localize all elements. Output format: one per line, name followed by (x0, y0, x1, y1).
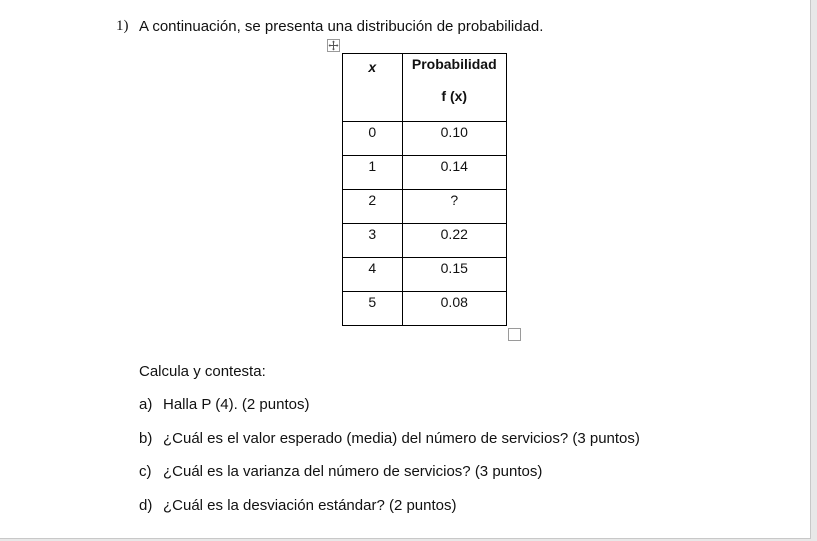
table-row (343, 258, 507, 292)
cell-probability: 0.15 (402, 258, 506, 292)
header-x (343, 54, 403, 122)
table-header-row (343, 54, 507, 122)
item-b-text: ¿Cuál es el valor esperado (media) del número de servicios? (3 puntos) (163, 430, 640, 447)
probability-table (342, 53, 507, 326)
item-c-text: ¿Cuál es la varianza del número de servicios? (3 puntos) (163, 463, 543, 480)
cell-x: 4 (343, 258, 403, 292)
cell-probability: 0.22 (402, 224, 506, 258)
cell-probability: 0.08 (402, 292, 506, 326)
cell-probability: 0.14 (402, 156, 506, 190)
table-row (343, 190, 507, 224)
table-row (343, 156, 507, 190)
question-number: 1) (116, 18, 129, 34)
item-a-text: Halla P (4). (2 puntos) (163, 396, 310, 413)
header-probability (402, 54, 506, 122)
cell-x: 3 (343, 224, 403, 258)
cell-x: 2 (343, 190, 403, 224)
header-probability-label: Probabilidad (411, 56, 497, 72)
table-row (343, 122, 507, 156)
header-x-label: x (368, 59, 377, 75)
item-d-text: ¿Cuál es la desviación estándar? (2 puntos) (163, 497, 457, 514)
question-text: A continuación, se presenta una distribución de probabilidad. (139, 18, 544, 35)
table-resize-handle-icon[interactable] (508, 328, 521, 341)
item-b-label: b) (139, 430, 153, 447)
item-a-label: a) (139, 396, 153, 413)
table-row (343, 292, 507, 326)
cell-x: 5 (343, 292, 403, 326)
instructions-intro: Calcula y contesta: (139, 363, 266, 380)
cell-x: 0 (343, 122, 403, 156)
cell-x: 1 (343, 156, 403, 190)
item-c-label: c) (139, 463, 152, 480)
cell-probability: ? (402, 190, 506, 224)
cell-probability: 0.10 (402, 122, 506, 156)
table-row (343, 224, 507, 258)
header-fx-label: f (x) (441, 88, 468, 104)
item-d-label: d) (139, 497, 153, 514)
table-move-handle-icon[interactable] (327, 39, 340, 52)
